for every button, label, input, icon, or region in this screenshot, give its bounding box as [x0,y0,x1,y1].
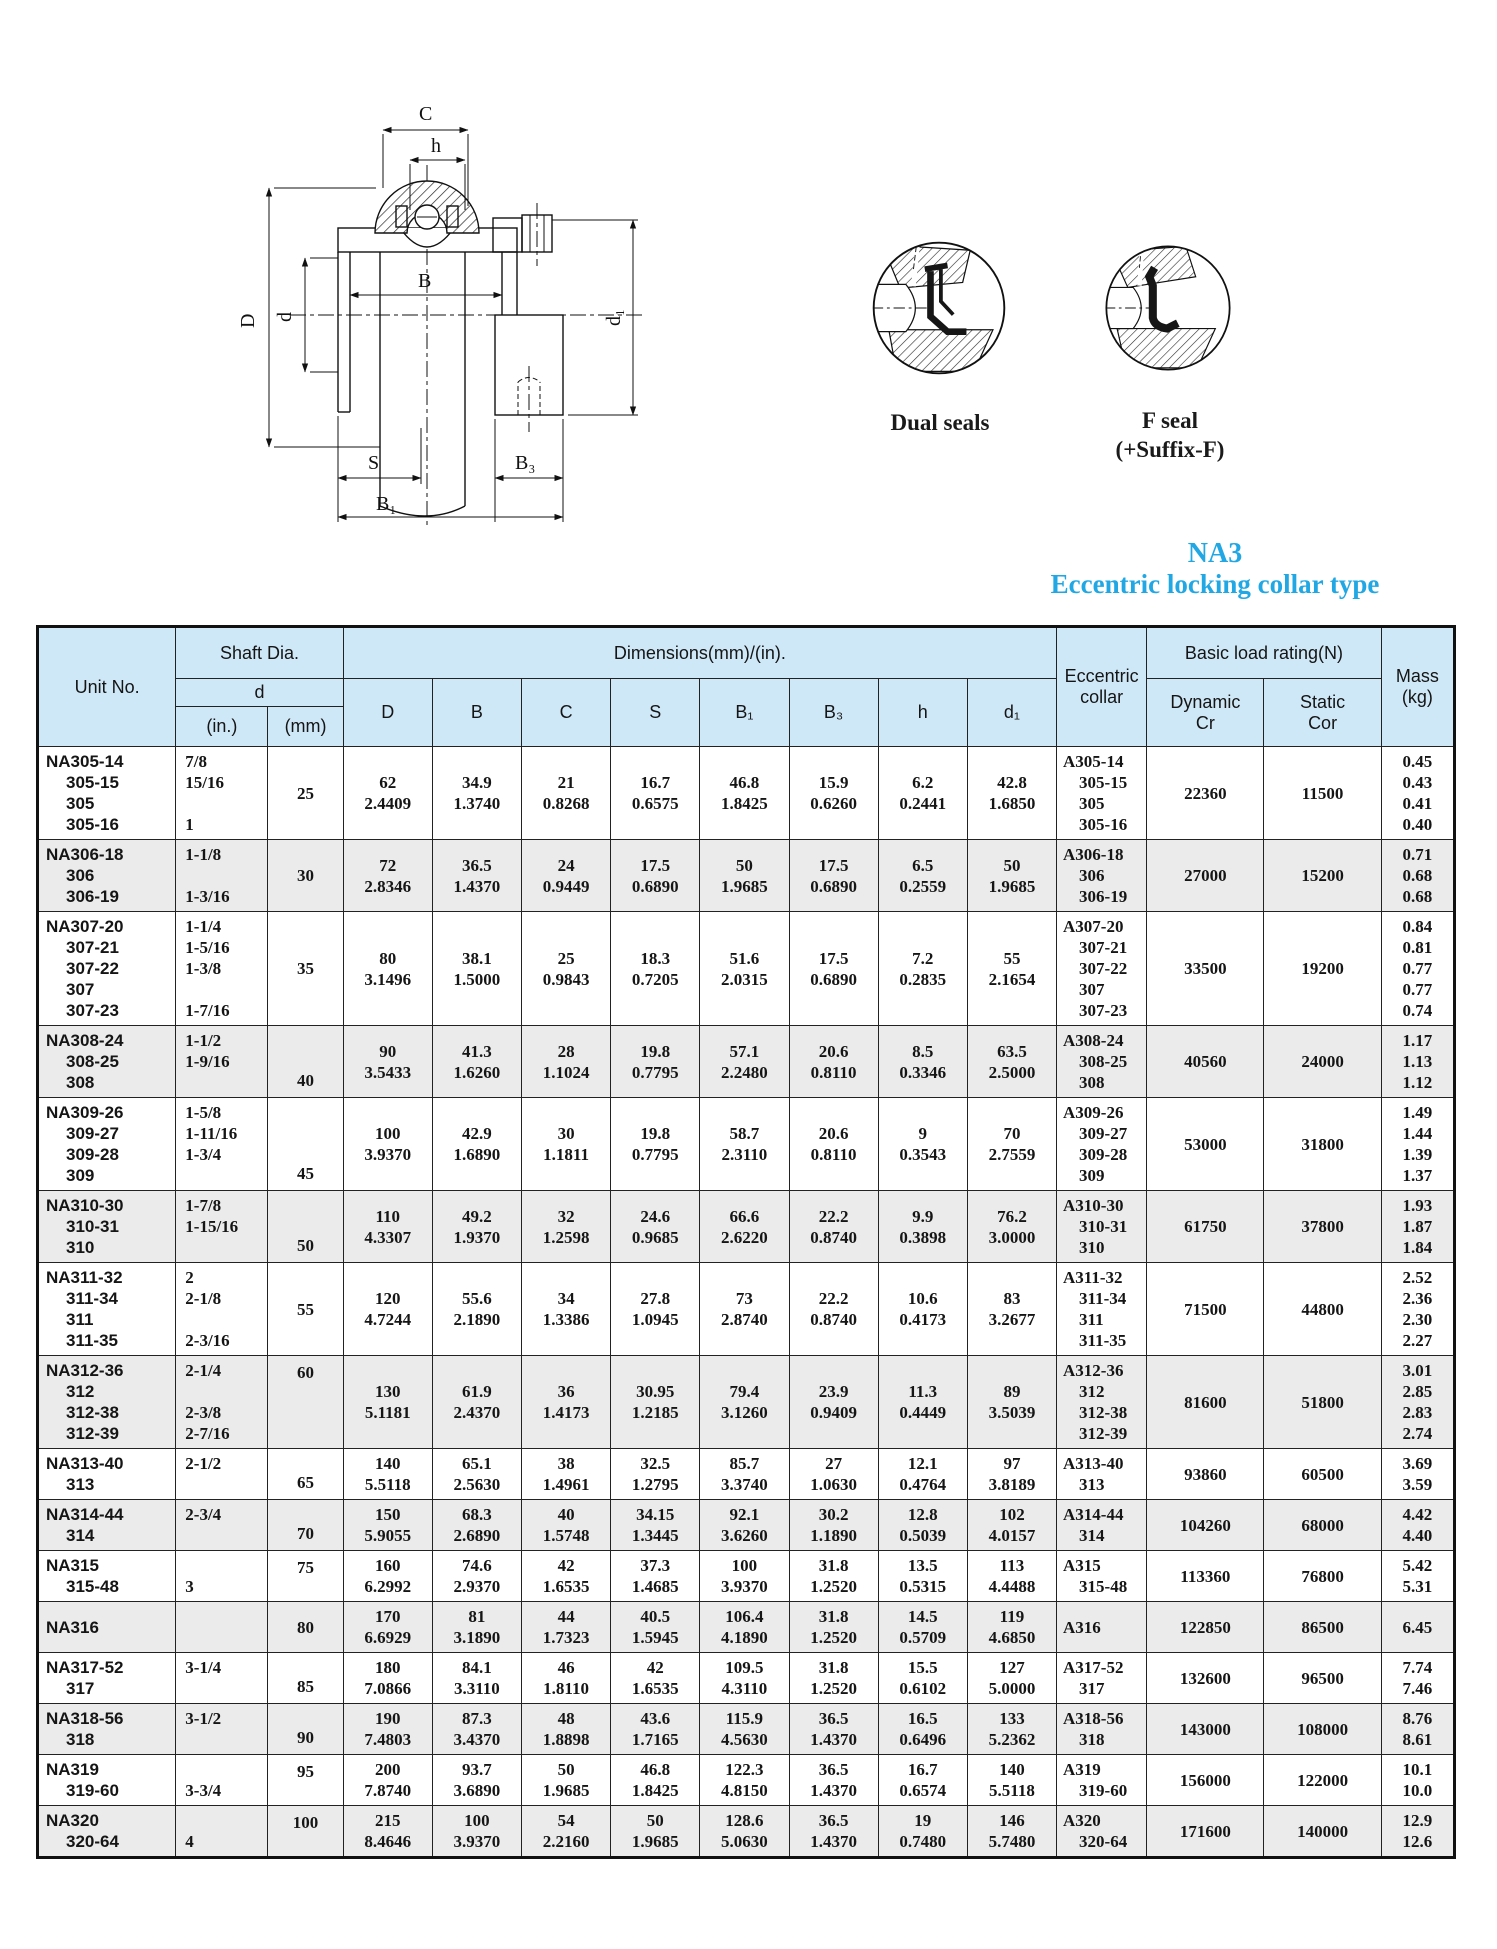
dim-cell-D: 120 4.7244 [343,1263,432,1356]
dim-cell-B3: 17.5 0.6890 [789,840,878,912]
col-header-dim-C: C [521,679,610,747]
static-cor-cell: 96500 [1264,1653,1381,1704]
seal-shaft-support-section [889,330,993,372]
shaft-dia-in-cell: 2-1/2 [176,1449,268,1500]
eccentric-collar-cell: A314-44 314 [1057,1500,1147,1551]
static-cor-cell: 44800 [1264,1263,1381,1356]
dim-cell-B1: 46.8 1.8425 [700,747,789,840]
shaft-dia-in-cell: 1-1/4 1-5/16 1-3/8 1-7/16 [176,912,268,1026]
mass-cell: 3.01 2.85 2.83 2.74 [1381,1356,1454,1449]
dim-cell-B: 61.9 2.4370 [432,1356,521,1449]
dim-cell-B3: 36.5 1.4370 [789,1755,878,1806]
mass-cell: 1.49 1.44 1.39 1.37 [1381,1098,1454,1191]
dim-cell-B1: 50 1.9685 [700,840,789,912]
dynamic-cr-cell: 22360 [1147,747,1264,840]
dim-cell-h: 6.5 0.2559 [878,840,967,912]
dim-cell-C: 50 1.9685 [521,1755,610,1806]
dim-cell-d1: 119 4.6850 [967,1602,1056,1653]
table-body [38,747,1455,1858]
shaft-dia-mm-cell: 90 [268,1704,343,1755]
dim-cell-C: 34 1.3386 [521,1263,610,1356]
table-row [38,1704,1455,1755]
eccentric-collar-cell: A306-18 306 306-19 [1057,840,1147,912]
eccentric-collar-cell: A317-52 317 [1057,1653,1147,1704]
unit-no-cell: NA313-40 313 [38,1449,176,1500]
dim-cell-h: 12.1 0.4764 [878,1449,967,1500]
dim-cell-C: 38 1.4961 [521,1449,610,1500]
shaft-dia-in-cell: 2-3/4 [176,1500,268,1551]
shaft-dia-mm-cell: 30 [268,840,343,912]
bearing-cross-section-diagram [140,60,700,530]
col-header-dim-S: S [611,679,700,747]
dim-cell-B1: 57.1 2.2480 [700,1026,789,1098]
dim-cell-h: 11.3 0.4449 [878,1356,967,1449]
dim-cell-d1: 146 5.7480 [967,1806,1056,1858]
table-row [38,912,1455,1026]
dim-cell-C: 42 1.6535 [521,1551,610,1602]
mass-cell: 12.9 12.6 [1381,1806,1454,1858]
mass-cell: 8.76 8.61 [1381,1704,1454,1755]
shaft-dia-in-cell: 7/8 15/16 1 [176,747,268,840]
shaft-dia-mm-cell: 35 [268,912,343,1026]
static-cor-cell: 86500 [1264,1602,1381,1653]
dim-cell-S: 43.6 1.7165 [611,1704,700,1755]
shaft-dia-mm-cell: 45 [268,1098,343,1191]
eccentric-collar-cell: A308-24 308-25 308 [1057,1026,1147,1098]
mass-cell: 1.93 1.87 1.84 [1381,1191,1454,1263]
table-row [38,840,1455,912]
unit-no-cell: NA320 320-64 [38,1806,176,1858]
dim-cell-d1: 140 5.5118 [967,1755,1056,1806]
dim-label-d: d [274,312,296,322]
table-row [38,1098,1455,1191]
dim-cell-B: 84.1 3.3110 [432,1653,521,1704]
dim-label-B: B [418,270,432,292]
static-cor-cell: 60500 [1264,1449,1381,1500]
dim-cell-B: 41.3 1.6260 [432,1026,521,1098]
dim-cell-d1: 97 3.8189 [967,1449,1056,1500]
eccentric-collar-cell: A307-20 307-21 307-22 307 307-23 [1057,912,1147,1026]
dim-cell-B3: 36.5 1.4370 [789,1806,878,1858]
dim-cell-B3: 20.6 0.8110 [789,1098,878,1191]
dim-cell-S: 30.95 1.2185 [611,1356,700,1449]
col-header-dim-h: h [878,679,967,747]
unit-no-cell: NA307-20 307-21 307-22 307 307-23 [38,912,176,1026]
mass-cell: 0.84 0.81 0.77 0.77 0.74 [1381,912,1454,1026]
dim-cell-B3: 31.8 1.2520 [789,1551,878,1602]
dim-cell-D: 80 3.1496 [343,912,432,1026]
dynamic-cr-cell: 61750 [1147,1191,1264,1263]
mass-cell: 10.1 10.0 [1381,1755,1454,1806]
dim-cell-B1: 58.7 2.3110 [700,1098,789,1191]
dim-cell-B: 34.9 1.3740 [432,747,521,840]
dim-cell-B3: 15.9 0.6260 [789,747,878,840]
dim-cell-D: 160 6.2992 [343,1551,432,1602]
dim-cell-d1: 76.2 3.0000 [967,1191,1056,1263]
shaft-dia-mm-cell: 95 [268,1755,343,1806]
dim-cell-d1: 55 2.1654 [967,912,1056,1026]
dim-cell-D: 190 7.4803 [343,1704,432,1755]
col-header-static-cor: Static Cor [1264,679,1381,747]
dynamic-cr-cell: 33500 [1147,912,1264,1026]
shaft-dia-mm-cell: 60 [268,1356,343,1449]
dim-cell-D: 180 7.0866 [343,1653,432,1704]
shaft-dia-mm-cell: 65 [268,1449,343,1500]
dim-cell-S: 18.3 0.7205 [611,912,700,1026]
dim-cell-B: 87.3 3.4370 [432,1704,521,1755]
dynamic-cr-cell: 132600 [1147,1653,1264,1704]
shaft-dia-mm-cell: 75 [268,1551,343,1602]
dim-cell-h: 7.2 0.2835 [878,912,967,1026]
dynamic-cr-cell: 93860 [1147,1449,1264,1500]
bearing-spec-table [36,625,1456,1859]
dynamic-cr-cell: 27000 [1147,840,1264,912]
col-header-mass: Mass (kg) [1381,627,1454,747]
shaft-dia-mm-cell: 80 [268,1602,343,1653]
dynamic-cr-cell: 104260 [1147,1500,1264,1551]
dim-cell-C: 54 2.2160 [521,1806,610,1858]
mass-cell: 0.71 0.68 0.68 [1381,840,1454,912]
eccentric-collar-cell: A319 319-60 [1057,1755,1147,1806]
dim-cell-B3: 31.8 1.2520 [789,1653,878,1704]
unit-no-cell: NA319 319-60 [38,1755,176,1806]
mass-cell: 0.45 0.43 0.41 0.40 [1381,747,1454,840]
dim-cell-C: 28 1.1024 [521,1026,610,1098]
unit-no-cell: NA310-30 310-31 310 [38,1191,176,1263]
dim-cell-D: 150 5.9055 [343,1500,432,1551]
dim-cell-B: 81 3.1890 [432,1602,521,1653]
mass-cell: 7.74 7.46 [1381,1653,1454,1704]
dim-cell-B1: 115.9 4.5630 [700,1704,789,1755]
dim-cell-B3: 27 1.0630 [789,1449,878,1500]
dim-cell-B3: 22.2 0.8740 [789,1263,878,1356]
dim-cell-S: 32.5 1.2795 [611,1449,700,1500]
dual-seals-detail-diagram [868,237,1010,379]
unit-no-cell: NA316 [38,1602,176,1653]
dynamic-cr-cell: 53000 [1147,1098,1264,1191]
table-row [38,1806,1455,1858]
static-cor-cell: 31800 [1264,1098,1381,1191]
eccentric-collar-cell: A310-30 310-31 310 [1057,1191,1147,1263]
dim-cell-d1: 113 4.4488 [967,1551,1056,1602]
dim-cell-C: 25 0.9843 [521,912,610,1026]
shaft-dia-in-cell: 3-1/2 [176,1704,268,1755]
dim-label-D: D [237,313,259,328]
eccentric-collar-cell: A316 [1057,1602,1147,1653]
dim-cell-B1: 79.4 3.1260 [700,1356,789,1449]
dim-cell-D: 90 3.5433 [343,1026,432,1098]
eccentric-collar-cell: A320 320-64 [1057,1806,1147,1858]
dim-cell-B: 74.6 2.9370 [432,1551,521,1602]
table-row [38,1356,1455,1449]
dim-cell-h: 6.2 0.2441 [878,747,967,840]
f-seal-caption-line2: (+Suffix-F) [1115,437,1225,462]
static-cor-cell: 11500 [1264,747,1381,840]
dim-cell-B: 42.9 1.6890 [432,1098,521,1191]
shaft-dia-in-cell: 3-3/4 [176,1755,268,1806]
dim-cell-S: 40.5 1.5945 [611,1602,700,1653]
eccentric-collar-cell: A313-40 313 [1057,1449,1147,1500]
series-title [1030,538,1400,600]
mass-cell: 5.42 5.31 [1381,1551,1454,1602]
dim-cell-D: 72 2.8346 [343,840,432,912]
dynamic-cr-cell: 40560 [1147,1026,1264,1098]
table-row [38,747,1455,840]
dim-cell-d1: 102 4.0157 [967,1500,1056,1551]
dim-cell-h: 9.9 0.3898 [878,1191,967,1263]
dim-cell-h: 16.5 0.6496 [878,1704,967,1755]
unit-no-cell: NA314-44 314 [38,1500,176,1551]
dim-cell-C: 48 1.8898 [521,1704,610,1755]
dual-seals-caption: Dual seals [890,410,990,435]
dim-cell-B3: 22.2 0.8740 [789,1191,878,1263]
unit-no-cell: NA311-32 311-34 311 311-35 [38,1263,176,1356]
dim-cell-S: 19.8 0.7795 [611,1098,700,1191]
dim-cell-B1: 109.5 4.3110 [700,1653,789,1704]
shaft-dia-in-cell: 1-1/8 1-3/16 [176,840,268,912]
eccentric-collar-cell: A309-26 309-27 309-28 309 [1057,1098,1147,1191]
dim-cell-B: 93.7 3.6890 [432,1755,521,1806]
dim-cell-D: 110 4.3307 [343,1191,432,1263]
mass-cell: 3.69 3.59 [1381,1449,1454,1500]
dim-cell-S: 46.8 1.8425 [611,1755,700,1806]
dim-cell-h: 12.8 0.5039 [878,1500,967,1551]
eccentric-collar-cell: A318-56 318 [1057,1704,1147,1755]
dynamic-cr-cell: 122850 [1147,1602,1264,1653]
dynamic-cr-cell: 156000 [1147,1755,1264,1806]
shaft-dia-in-cell: 2-1/4 2-3/8 2-7/16 [176,1356,268,1449]
table-row [38,1602,1455,1653]
series-type: Eccentric locking collar type [1050,569,1380,599]
col-header-unit-no: Unit No. [38,627,176,747]
dim-cell-B3: 20.6 0.8110 [789,1026,878,1098]
dim-cell-d1: 83 3.2677 [967,1263,1056,1356]
dim-cell-B: 100 3.9370 [432,1806,521,1858]
static-cor-cell: 51800 [1264,1356,1381,1449]
static-cor-cell: 140000 [1264,1806,1381,1858]
dim-cell-B: 65.1 2.5630 [432,1449,521,1500]
dim-cell-D: 130 5.1181 [343,1356,432,1449]
dim-cell-B1: 128.6 5.0630 [700,1806,789,1858]
static-cor-cell: 24000 [1264,1026,1381,1098]
dim-cell-d1: 42.8 1.6850 [967,747,1056,840]
shaft-dia-in-cell: 1-5/8 1-11/16 1-3/4 [176,1098,268,1191]
dim-cell-h: 8.5 0.3346 [878,1026,967,1098]
dim-cell-C: 44 1.7323 [521,1602,610,1653]
dim-cell-B: 36.5 1.4370 [432,840,521,912]
shaft-dia-mm-cell: 100 [268,1806,343,1858]
dim-cell-B1: 66.6 2.6220 [700,1191,789,1263]
dim-cell-B3: 23.9 0.9409 [789,1356,878,1449]
dim-cell-S: 24.6 0.9685 [611,1191,700,1263]
shaft-dia-mm-cell: 70 [268,1500,343,1551]
static-cor-cell: 122000 [1264,1755,1381,1806]
col-header-dynamic-cr: Dynamic Cr [1147,679,1264,747]
series-code: NA3 [1187,538,1243,569]
dim-cell-d1: 127 5.0000 [967,1653,1056,1704]
dim-cell-B: 38.1 1.5000 [432,912,521,1026]
shaft-dia-in-cell: 3-1/4 [176,1653,268,1704]
dim-cell-C: 32 1.2598 [521,1191,610,1263]
mass-cell: 4.42 4.40 [1381,1500,1454,1551]
dim-cell-d1: 50 1.9685 [967,840,1056,912]
seal-shaft-support-section [1117,329,1215,368]
dynamic-cr-cell: 143000 [1147,1704,1264,1755]
table-row [38,1026,1455,1098]
unit-no-cell: NA312-36 312 312-38 312-39 [38,1356,176,1449]
shaft-dia-in-cell: 2 2-1/8 2-3/16 [176,1263,268,1356]
dim-cell-h: 15.5 0.6102 [878,1653,967,1704]
shaft-dia-in-cell: 1-7/8 1-15/16 [176,1191,268,1263]
static-cor-cell: 76800 [1264,1551,1381,1602]
dim-cell-S: 42 1.6535 [611,1653,700,1704]
col-header-d-in: (in.) [176,707,268,747]
dim-cell-S: 17.5 0.6890 [611,840,700,912]
dim-cell-S: 16.7 0.6575 [611,747,700,840]
eccentric-collar-cell: A312-36 312 312-38 312-39 [1057,1356,1147,1449]
shaft-dia-mm-cell: 55 [268,1263,343,1356]
mass-cell: 6.45 [1381,1602,1454,1653]
dim-label-h: h [431,135,441,157]
static-cor-cell: 108000 [1264,1704,1381,1755]
dim-cell-C: 46 1.8110 [521,1653,610,1704]
static-cor-cell: 37800 [1264,1191,1381,1263]
dim-label-d1: d₁ [603,309,625,326]
col-header-eccentric-collar: Eccentric collar [1057,627,1147,747]
dim-cell-B3: 31.8 1.2520 [789,1602,878,1653]
dim-cell-C: 40 1.5748 [521,1500,610,1551]
dim-cell-B3: 30.2 1.1890 [789,1500,878,1551]
shaft-dia-in-cell: 3 [176,1551,268,1602]
unit-no-cell: NA306-18 306 306-19 [38,840,176,912]
f-seal-detail-diagram [1101,241,1235,375]
unit-no-cell: NA315 315-48 [38,1551,176,1602]
dim-cell-D: 62 2.4409 [343,747,432,840]
dim-cell-B: 68.3 2.6890 [432,1500,521,1551]
table-row [38,1755,1455,1806]
dim-cell-S: 27.8 1.0945 [611,1263,700,1356]
dim-cell-h: 9 0.3543 [878,1098,967,1191]
col-header-basic-load: Basic load rating(N) [1147,627,1381,679]
inner-ring-raceway [400,228,454,247]
unit-no-cell: NA305-14 305-15 305 305-16 [38,747,176,840]
f-seal-caption-line1: F seal [1142,408,1198,433]
dynamic-cr-cell: 113360 [1147,1551,1264,1602]
dim-cell-B3: 17.5 0.6890 [789,912,878,1026]
unit-no-cell: NA308-24 308-25 308 [38,1026,176,1098]
dim-cell-d1: 89 3.5039 [967,1356,1056,1449]
shaft-dia-mm-cell: 50 [268,1191,343,1263]
dim-cell-D: 100 3.9370 [343,1098,432,1191]
dim-cell-d1: 63.5 2.5000 [967,1026,1056,1098]
shaft-dia-in-cell [176,1602,268,1653]
table-row [38,1263,1455,1356]
col-header-dim-B: B [432,679,521,747]
dim-cell-h: 19 0.7480 [878,1806,967,1858]
col-header-dim-d1: d₁ [967,679,1056,747]
dim-cell-D: 200 7.8740 [343,1755,432,1806]
dim-cell-B1: 100 3.9370 [700,1551,789,1602]
dim-cell-S: 34.15 1.3445 [611,1500,700,1551]
dim-cell-S: 50 1.9685 [611,1806,700,1858]
unit-no-cell: NA309-26 309-27 309-28 309 [38,1098,176,1191]
col-header-dim-B1: B₁ [700,679,789,747]
dim-cell-C: 30 1.1811 [521,1098,610,1191]
dim-label-S: S [368,452,380,474]
mass-cell: 1.17 1.13 1.12 [1381,1026,1454,1098]
col-header-d-mm: (mm) [268,707,343,747]
static-cor-cell: 68000 [1264,1500,1381,1551]
dim-cell-C: 36 1.4173 [521,1356,610,1449]
dynamic-cr-cell: 171600 [1147,1806,1264,1858]
dim-label-B3: B₃ [515,452,536,474]
dim-cell-S: 19.8 0.7795 [611,1026,700,1098]
mass-cell: 2.52 2.36 2.30 2.27 [1381,1263,1454,1356]
dim-cell-D: 215 8.4646 [343,1806,432,1858]
dim-cell-C: 24 0.9449 [521,840,610,912]
eccentric-collar-cell: A311-32 311-34 311 311-35 [1057,1263,1147,1356]
dim-cell-B1: 85.7 3.3740 [700,1449,789,1500]
dim-cell-D: 140 5.5118 [343,1449,432,1500]
table-row [38,1449,1455,1500]
dim-cell-B1: 51.6 2.0315 [700,912,789,1026]
dim-cell-h: 10.6 0.4173 [878,1263,967,1356]
static-cor-cell: 15200 [1264,840,1381,912]
dim-cell-h: 14.5 0.5709 [878,1602,967,1653]
col-header-dim-B3: B₃ [789,679,878,747]
table-row [38,1500,1455,1551]
static-cor-cell: 19200 [1264,912,1381,1026]
dim-cell-B1: 92.1 3.6260 [700,1500,789,1551]
eccentric-collar-cell: A315 315-48 [1057,1551,1147,1602]
shaft-dia-mm-cell: 25 [268,747,343,840]
table-row [38,1191,1455,1263]
dim-cell-B: 49.2 1.9370 [432,1191,521,1263]
dim-cell-B3: 36.5 1.4370 [789,1704,878,1755]
dim-cell-B1: 73 2.8740 [700,1263,789,1356]
table-row [38,1551,1455,1602]
f-seal-caption [1090,406,1250,464]
dim-cell-h: 13.5 0.5315 [878,1551,967,1602]
eccentric-collar-cell: A305-14 305-15 305 305-16 [1057,747,1147,840]
dim-cell-B: 55.6 2.1890 [432,1263,521,1356]
dim-cell-d1: 70 2.7559 [967,1098,1056,1191]
shaft-dia-mm-cell: 40 [268,1026,343,1098]
col-header-shaft-dia: Shaft Dia. [176,627,343,679]
unit-no-cell: NA317-52 317 [38,1653,176,1704]
unit-no-cell: NA318-56 318 [38,1704,176,1755]
dim-cell-D: 170 6.6929 [343,1602,432,1653]
dim-label-B1: B₁ [376,493,397,515]
shaft-dia-mm-cell: 85 [268,1653,343,1704]
dim-cell-h: 16.7 0.6574 [878,1755,967,1806]
dim-cell-B1: 106.4 4.1890 [700,1602,789,1653]
dynamic-cr-cell: 71500 [1147,1263,1264,1356]
col-header-dim-D: D [343,679,432,747]
dim-cell-d1: 133 5.2362 [967,1704,1056,1755]
dynamic-cr-cell: 81600 [1147,1356,1264,1449]
table-row [38,1653,1455,1704]
shaft-dia-in-cell: 4 [176,1806,268,1858]
dim-cell-B1: 122.3 4.8150 [700,1755,789,1806]
col-header-dimensions: Dimensions(mm)/(in). [343,627,1056,679]
dim-cell-C: 21 0.8268 [521,747,610,840]
col-header-d: d [176,679,343,707]
shaft-dia-in-cell: 1-1/2 1-9/16 [176,1026,268,1098]
dim-label-C: C [419,103,433,125]
dim-cell-S: 37.3 1.4685 [611,1551,700,1602]
